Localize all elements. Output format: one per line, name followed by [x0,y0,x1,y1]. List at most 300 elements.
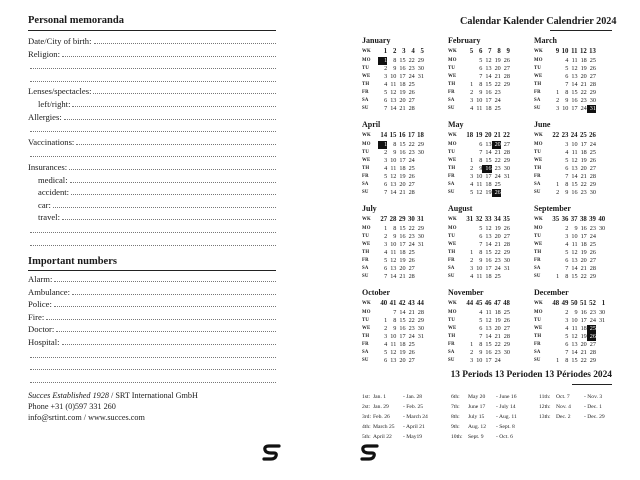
day-cell: 21 [580,81,587,88]
day-cell: 1 [556,89,560,96]
day-row [448,181,532,189]
day-cell: 5 [565,249,569,256]
weekday-label: SU [448,190,455,195]
day-cell: 18 [399,81,406,88]
weekday-label: WE [448,326,457,331]
day-cell: 21 [580,265,587,272]
weekday-label: SU [534,106,541,111]
day-cell: 28 [589,265,596,272]
day-row [362,325,446,333]
day-cell: 21 [580,173,587,180]
weekday-label: MO [534,58,543,63]
day-cell: 15 [399,225,406,232]
memo-field-line[interactable] [30,131,276,132]
month-name: February [448,36,481,45]
memo-field-row[interactable] [28,147,276,159]
week-number: 22 [552,132,560,139]
month-name: December [534,288,569,297]
memo-field-line[interactable] [30,68,276,69]
day-cell: 29 [417,141,424,148]
memo-field-line[interactable] [72,106,276,107]
weekday-label: SU [534,190,541,195]
day-cell: 2 [565,225,569,232]
day-cell: 1 [470,341,474,348]
weekday-label: MO [534,142,543,147]
day-cell: 22 [408,57,415,64]
day-cell: 12 [571,249,578,256]
day-cell [550,341,559,349]
day-cell: 21 [580,349,587,356]
day-cell: 12 [390,257,397,264]
memo-field-row[interactable] [28,72,276,84]
day-cell [464,317,473,325]
week-number: 50 [570,300,578,307]
memo-field-row[interactable] [38,198,276,210]
memo-field-row[interactable] [38,185,276,197]
week-number: 1 [601,300,606,307]
month-name: January [362,36,391,45]
period-end: - March 24 [403,414,428,420]
day-cell: 15 [571,89,578,96]
week-number: 37 [570,216,578,223]
day-row [448,165,532,173]
day-row [448,241,532,249]
day-cell: 9 [574,225,578,232]
weekday-label: MO [448,142,457,147]
weekday-label: WE [534,326,543,331]
day-cell: 24 [408,73,415,80]
day-cell: 27 [408,265,415,272]
day-row [534,181,618,189]
week-number: 10 [561,48,569,55]
day-row [448,325,532,333]
highlighted-day: 20 [492,141,501,149]
day-cell: 17 [399,157,406,164]
memo-field-row[interactable] [28,236,276,248]
day-cell: 4 [565,325,569,332]
day-cell [415,357,424,365]
day-cell: 1 [470,249,474,256]
day-cell: 10 [476,357,483,364]
memo-field-row[interactable] [38,173,276,185]
day-cell: 10 [390,241,397,248]
day-cell: 14 [390,105,397,112]
weekday-label: MO [448,310,457,315]
day-cell: 23 [408,149,415,156]
day-cell: 26 [408,257,415,264]
day-cell: 25 [494,273,501,280]
week-number: 4 [411,48,415,55]
day-cell [550,81,559,89]
day-cell: 13 [571,165,578,172]
periods-title-rule [572,384,612,385]
day-cell [415,89,424,97]
month-name: March [534,36,557,45]
day-cell [550,349,559,357]
number-field-line[interactable] [54,281,276,282]
day-cell: 28 [589,173,596,180]
day-cell: 7 [384,189,388,196]
number-field-label: Ambulance: [28,286,70,297]
day-cell: 16 [571,97,578,104]
day-row [362,65,446,73]
day-cell: 13 [485,65,492,72]
memo-field-row[interactable] [28,34,276,46]
week-number: 42 [398,300,406,307]
month-block [534,204,618,281]
number-field-row[interactable] [28,297,276,309]
day-row [362,241,446,249]
day-cell: 12 [476,189,483,196]
day-cell: 29 [417,225,424,232]
day-cell: 27 [503,325,510,332]
day-cell: 15 [485,341,492,348]
number-field-row[interactable] [28,348,276,360]
day-cell: 18 [580,325,587,332]
day-cell: 4 [384,341,388,348]
day-cell: 5 [479,57,483,64]
weekday-label: TH [362,166,370,171]
day-cell: 21 [399,189,406,196]
day-cell: 2 [384,325,388,332]
week-number: 35 [552,216,560,223]
day-cell: 24 [494,265,501,272]
day-cell: 28 [503,333,510,340]
day-row [448,149,532,157]
month-name: April [362,120,381,129]
memo-field-row[interactable] [28,47,276,59]
day-cell: 25 [408,165,415,172]
day-cell: 12 [485,317,492,324]
day-cell: 21 [494,73,501,80]
number-field-line[interactable] [30,357,276,358]
day-cell [415,189,424,197]
week-number: 15 [389,132,397,139]
day-cell: 18 [580,57,587,64]
day-cell: 25 [589,57,596,64]
day-cell: 30 [589,97,596,104]
day-cell: 9 [565,189,569,196]
weekday-label: SA [362,98,369,103]
day-cell: 11 [390,341,397,348]
day-cell: 5 [384,89,388,96]
day-cell: 24 [494,97,501,104]
weekday-label: WE [534,74,543,79]
highlighted-day: 25 [587,325,596,333]
weekday-label: MO [362,58,371,63]
weekday-label: SU [362,274,369,279]
day-cell: 12 [571,65,578,72]
day-cell: 2 [470,257,474,264]
day-cell [550,149,559,157]
succes-logo-icon [360,444,380,462]
weekday-label: SA [448,182,455,187]
period-start: Oct. 7 [556,394,570,400]
day-cell: 18 [485,105,492,112]
number-field-row[interactable] [28,272,276,284]
period-end: - Jan. 28 [403,394,423,400]
memo-field-row[interactable] [28,135,276,147]
day-cell: 2 [565,309,569,316]
day-cell [596,273,605,281]
memo-field-row[interactable] [38,210,276,222]
day-row [362,173,446,181]
day-cell: 27 [589,73,596,80]
day-cell: 2 [384,149,388,156]
day-row [448,273,532,281]
calendar-title: Calendar Kalender Calendrier 2024 [460,16,617,27]
day-cell: 15 [485,81,492,88]
day-row [362,233,446,241]
period-number: 6th: [451,394,460,400]
day-cell: 28 [408,105,415,112]
number-field-row[interactable] [28,360,276,372]
day-cell: 22 [580,89,587,96]
day-row [448,105,532,113]
number-field-row[interactable] [28,310,276,322]
number-field-label: Fire: [28,311,45,322]
memo-field-line[interactable] [30,245,276,246]
memo-field-label: Religion: [28,48,60,59]
footer-company [28,391,198,402]
day-cell: 14 [390,273,397,280]
day-cell: 10 [571,317,578,324]
memo-field-line[interactable] [70,182,276,183]
week-number-row [534,298,618,309]
day-cell: 18 [580,149,587,156]
day-cell: 11 [476,273,483,280]
day-cell [596,265,605,273]
day-cell [464,241,473,249]
memo-field-row[interactable] [28,110,276,122]
day-cell: 23 [589,309,596,316]
day-cell: 26 [589,65,596,72]
number-field-line[interactable] [30,382,276,383]
memo-field-line[interactable] [94,43,277,44]
weekday-label: MO [534,310,543,315]
weekday-label: SA [362,182,369,187]
period-end: - May19 [403,434,423,440]
day-cell: 19 [494,317,501,324]
memo-field-line[interactable] [69,169,276,170]
day-cell: 12 [485,57,492,64]
day-cell: 16 [399,233,406,240]
week-label: WK [362,217,371,222]
period-row [362,422,428,432]
number-field-row[interactable] [28,285,276,297]
memo-field-line[interactable] [62,56,276,57]
day-cell: 13 [390,181,397,188]
memo-field-line[interactable] [30,232,276,233]
day-cell: 6 [384,181,388,188]
memo-field-line[interactable] [64,119,276,120]
memo-field-label: Allergies: [28,111,62,122]
weekday-label: TU [362,318,370,323]
week-number: 13 [589,48,596,55]
day-cell [415,105,424,113]
day-cell: 6 [479,233,483,240]
memo-field-line[interactable] [30,81,276,82]
day-cell: 3 [470,265,474,272]
day-row [448,341,532,349]
day-row [534,57,618,65]
number-field-line[interactable] [72,294,276,295]
week-number: 52 [589,300,596,307]
week-number: 39 [589,216,596,223]
memo-field-row[interactable] [28,223,276,235]
day-cell: 21 [408,309,415,316]
month-block [362,288,446,365]
highlighted-day: 16 [482,165,491,173]
day-cell: 4 [384,81,388,88]
day-cell [501,273,510,281]
day-cell: 30 [598,309,606,316]
memo-field-label: Date/City of birth: [28,36,92,46]
day-cell: 21 [399,105,406,112]
week-number: 44 [466,300,474,307]
day-row [534,97,618,105]
day-cell: 27 [503,65,510,72]
day-cell: 19 [399,89,406,96]
day-cell: 17 [485,265,492,272]
day-cell: 15 [485,249,492,256]
weekday-label: TU [362,66,370,71]
day-cell [464,309,473,317]
day-cell [415,81,424,89]
day-row [362,149,446,157]
week-number: 48 [503,300,510,307]
month-name: November [448,288,484,297]
day-cell [596,241,605,249]
day-cell: 5 [479,317,483,324]
day-row [534,225,618,233]
memo-field-line[interactable] [71,194,276,195]
number-field-line[interactable] [54,306,276,307]
day-cell: 8 [393,57,397,64]
number-field-line[interactable] [62,344,276,345]
day-row [448,57,532,65]
week-number-row [362,46,446,57]
number-field-row[interactable] [28,373,276,385]
period-number: 11th: [539,394,551,400]
day-cell: 4 [384,165,388,172]
day-cell: 26 [408,349,415,356]
week-number: 9 [555,48,560,55]
weekday-label: WE [362,74,371,79]
day-cell [501,89,510,97]
week-number-row [362,130,446,141]
day-cell [415,265,424,273]
memo-field-label: accident: [38,187,70,198]
day-cell: 10 [476,173,483,180]
day-cell: 3 [565,233,569,240]
weekday-label: MO [448,226,457,231]
day-row [362,105,446,113]
period-end: - Sept. 8 [496,424,515,430]
day-cell: 7 [384,273,388,280]
day-cell: 18 [580,241,587,248]
weekday-label: WE [448,74,457,79]
day-cell: 5 [384,173,388,180]
weekday-label: WE [448,242,457,247]
weekday-label: SA [534,266,541,271]
day-cell: 16 [571,189,578,196]
day-cell: 6 [565,257,569,264]
memo-field-line[interactable] [93,93,276,94]
weekday-label: FR [362,258,369,263]
day-row [362,165,446,173]
day-cell: 14 [571,173,578,180]
weekday-label: TH [448,334,456,339]
number-field-line[interactable] [30,369,276,370]
day-row [534,257,618,265]
day-cell: 25 [494,181,501,188]
day-cell: 23 [408,233,415,240]
day-cell: 25 [503,309,510,316]
day-cell: 19 [399,173,406,180]
highlighted-day: 31 [587,105,596,113]
number-field-row[interactable] [28,322,276,334]
memo-field-line[interactable] [62,219,276,220]
day-cell: 27 [503,233,510,240]
calendar-title-rule [550,30,612,31]
day-cell [550,317,559,325]
memo-field-row[interactable] [28,84,276,96]
day-cell [550,141,559,149]
period-row [451,392,517,402]
day-cell [596,233,605,241]
day-cell [596,257,605,265]
day-cell: 28 [503,73,510,80]
number-field-line[interactable] [46,319,276,320]
memo-field-line[interactable] [53,207,276,208]
day-cell: 29 [589,357,596,364]
day-cell: 14 [571,81,578,88]
week-number: 21 [493,132,501,139]
day-cell: 6 [384,97,388,104]
weekday-label: FR [534,342,541,347]
day-cell: 7 [565,265,569,272]
memo-field-row[interactable] [28,122,276,134]
day-cell: 14 [485,149,492,156]
day-cell: 8 [565,181,569,188]
day-cell: 23 [494,165,501,172]
day-row [534,249,618,257]
period-start: Sept. 9 [468,434,484,440]
month-block [448,36,532,113]
number-field-row[interactable] [28,335,276,347]
memo-field-row[interactable] [38,97,276,109]
period-start: March 25 [373,424,395,430]
number-field-line[interactable] [56,331,276,332]
day-cell: 12 [390,89,397,96]
day-cell: 18 [399,165,406,172]
day-cell [415,173,424,181]
weekday-label: FR [362,174,369,179]
week-number: 3 [402,48,406,55]
memo-field-line[interactable] [30,156,276,157]
day-cell: 16 [485,89,492,96]
footer-contact: info@srtint.com / www.succes.com [28,413,145,422]
day-row [362,189,446,197]
memo-field-row[interactable] [28,59,276,71]
day-row [534,189,618,197]
week-label: WK [362,49,371,54]
memo-field-line[interactable] [76,144,276,145]
day-cell: 3 [384,333,388,340]
memo-field-row[interactable] [28,160,276,172]
day-cell: 20 [580,73,587,80]
